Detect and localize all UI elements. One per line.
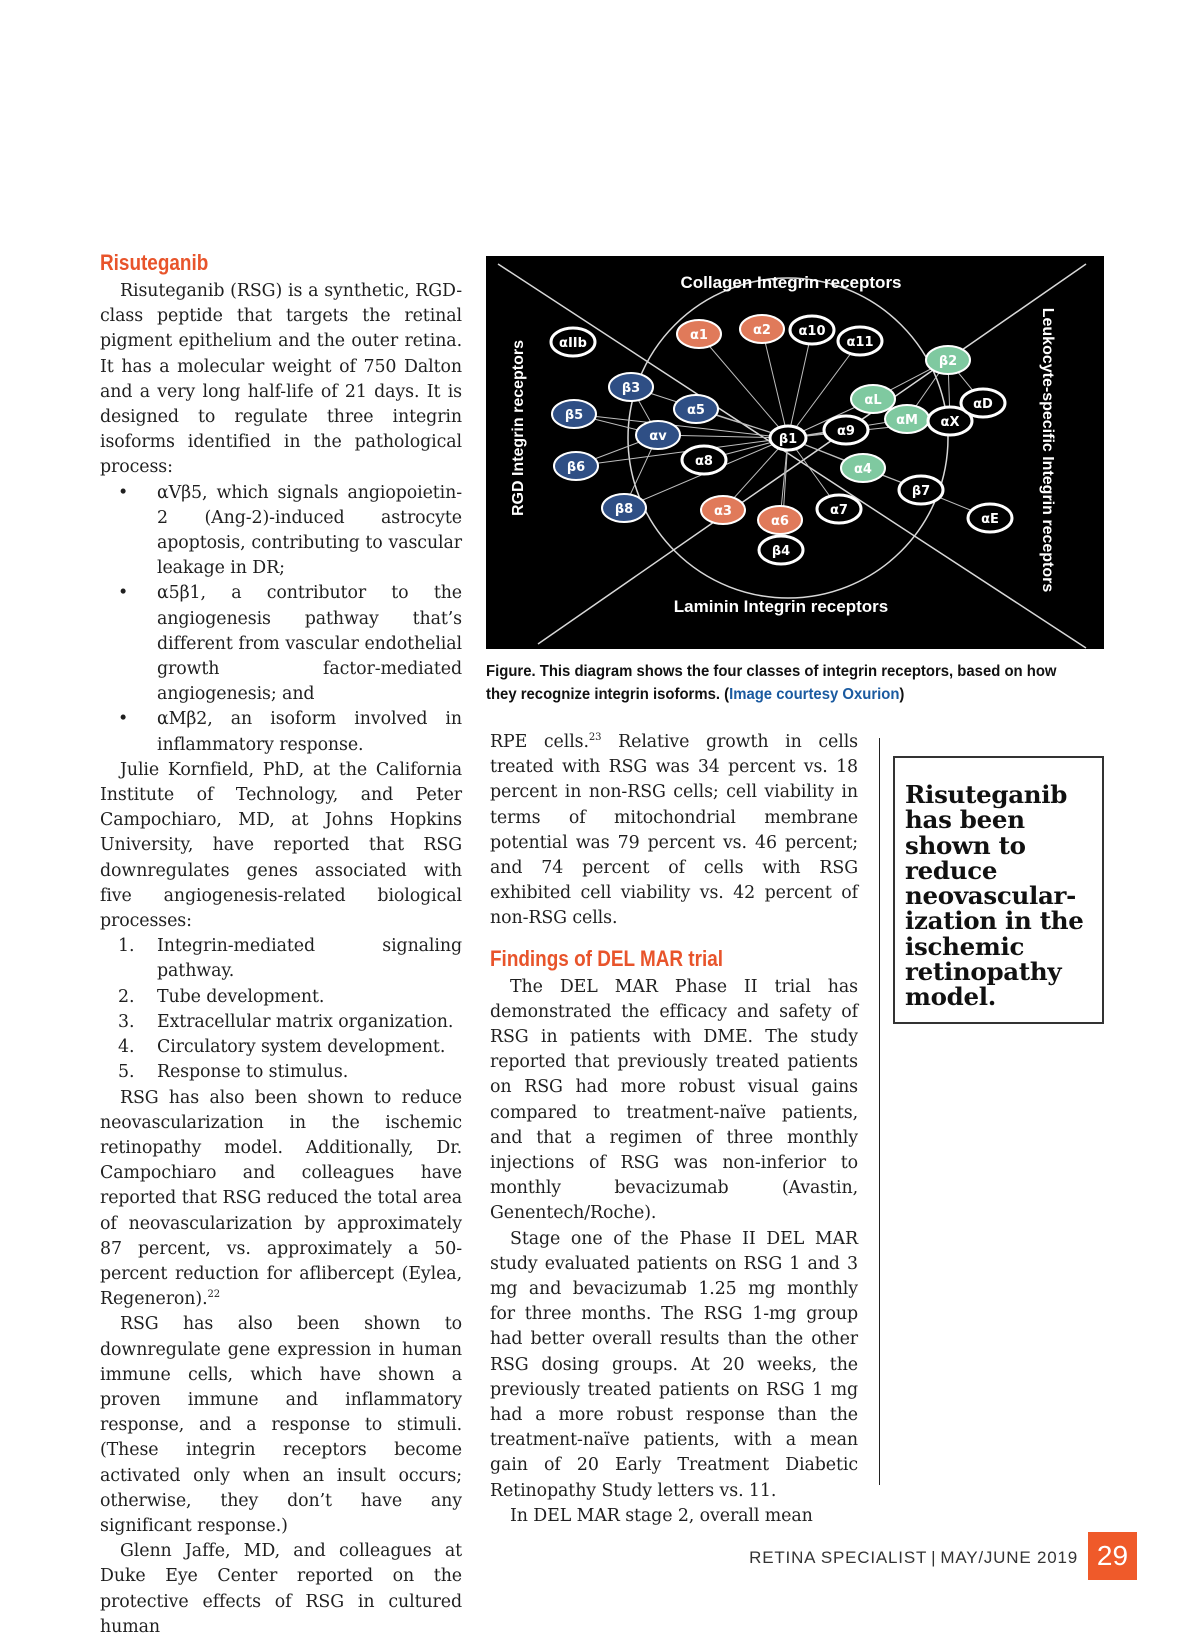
integrin-node bbox=[770, 426, 806, 450]
paragraph: In DEL MAR stage 2, overall mean bbox=[510, 1505, 813, 1526]
integrin-node bbox=[758, 506, 802, 534]
bullet-item: • αMβ2, an isoform involved in inflammatory response. bbox=[118, 709, 462, 755]
diagram-title-left: RGD Integrin receptors bbox=[510, 339, 527, 517]
paragraph: RSG has also been shown to reduce neovascularization in the ischemic retinopathy model. Additionally, Dr. Campochiaro and colleagues have reported that RSG reduced the total area of neovascularization by approximately 87 percent, vs. approximately a 50-percent reduction for aflibercept (Eylea, Regeneron).$^{22}$ bbox=[100, 1087, 462, 1310]
integrin-diagram bbox=[486, 256, 1104, 649]
integrin-node bbox=[740, 315, 784, 343]
integrin-node bbox=[899, 476, 943, 504]
integrin-node bbox=[961, 389, 1005, 417]
integrin-node-label: β2 bbox=[938, 354, 958, 369]
integrin-node-label: α2 bbox=[753, 323, 771, 338]
integrin-node-label: α4 bbox=[854, 462, 872, 477]
integrin-node-label: α1 bbox=[690, 328, 708, 343]
paragraph: Stage one of the Phase II DEL MAR study evaluated patients on RSG 1 and 3 mg and bevacizumab 1.25 mg monthly for three months. The RSG 1-mg group had better overall results than the other RSG dosing groups. At 20 weeks, the previously treated patients on RSG 1 mg had a more robust response than the treatment-naïve patients, with a mean gain of 20 Early Treatment Diabetic Retinopathy Study letters vs. 11. bbox=[490, 1228, 858, 1501]
column-divider bbox=[879, 738, 880, 1485]
numbered-item: 4. Circulatory system development. bbox=[118, 1037, 446, 1058]
integrin-node bbox=[759, 536, 803, 564]
numbered-item: 2. Tube development. bbox=[118, 986, 325, 1007]
integrin-node bbox=[838, 327, 882, 355]
integrin-node-label: αD bbox=[973, 397, 993, 412]
integrin-node-label: β8 bbox=[614, 502, 634, 517]
paragraph: Risuteganib (RSG) is a synthetic, RGD-class peptide that targets the retinal pigment epithelium and the outer retina. It has a molecular weight of 750 Dalton and a very long half-life of 21 days. It is designed to regulate three integrin isoforms identified in the pathological process: bbox=[100, 281, 462, 478]
paragraph: RPE cells.$^{23}$ Relative growth in cells treated with RSG was 34 percent vs. 18 percent in non-RSG cells; cell viability in terms of mitochondrial membrane potential was 79 percent vs. 46 percent; and 74 percent of cells with RSG exhibited cell viability vs. 42 percent of non-RSG cells. bbox=[490, 732, 858, 929]
integrin-node-label: α10 bbox=[798, 324, 826, 339]
integrin-node bbox=[885, 405, 929, 433]
image-credit: Image courtesy Oxurion bbox=[729, 686, 900, 703]
integrin-node-label: αL bbox=[864, 393, 882, 408]
integrin-node bbox=[682, 446, 726, 474]
integrin-node-label: β1 bbox=[778, 432, 798, 447]
bullet-item: • α5β1, a contributor to the angiogenesis pathway that’s different from vascular endothelial growth factor-mediated angiogenesis; and bbox=[118, 583, 462, 705]
section-heading-risuteganib: Risuteganib bbox=[100, 250, 209, 275]
integrin-node-label: α11 bbox=[846, 335, 874, 350]
integrin-node-label: α5 bbox=[687, 403, 705, 418]
numbered-item: 1. Integrin-mediated signaling pathway. bbox=[118, 936, 462, 982]
integrin-node-label: α8 bbox=[695, 454, 713, 469]
integrin-diagram-figure bbox=[486, 256, 1104, 649]
reference-superscript: 23 bbox=[588, 732, 602, 744]
diagram-title-top: Collagen Integrin receptors bbox=[680, 273, 902, 292]
integrin-node bbox=[824, 416, 868, 444]
integrin-node-label: β5 bbox=[564, 408, 584, 423]
integrin-node bbox=[851, 385, 895, 413]
issue-date: MAY/JUNE 2019 bbox=[940, 1548, 1078, 1567]
paragraph: The DEL MAR Phase II trial has demonstrated the efficacy and safety of RSG in patients with DME. The study reported that previously treated patients on RSG had more robust visual gains compared to treatment-naïve patients, and that a regimen of three monthly injections of RSG was non-inferior to monthly bevacizumab (Avastin, Genentech/Roche). bbox=[490, 976, 858, 1224]
bullet-list bbox=[100, 481, 462, 758]
integrin-node bbox=[677, 320, 721, 348]
page-number: 29 bbox=[1088, 1532, 1137, 1580]
integrin-node-label: α6 bbox=[771, 514, 789, 529]
integrin-node-label: β6 bbox=[566, 460, 586, 475]
column-left bbox=[100, 250, 462, 1640]
section-heading-del-mar: Findings of DEL MAR trial bbox=[490, 945, 723, 971]
integrin-node-label: αM bbox=[896, 413, 918, 428]
reference-superscript: 22 bbox=[207, 1289, 221, 1301]
publication-name: RETINA SPECIALIST bbox=[749, 1548, 928, 1567]
numbered-item: 5. Response to stimulus. bbox=[118, 1062, 349, 1083]
integrin-node-label: α9 bbox=[837, 424, 855, 439]
numbered-list bbox=[100, 934, 462, 1085]
diagram-title-bottom: Laminin Integrin receptors bbox=[673, 597, 889, 616]
integrin-node bbox=[609, 373, 653, 401]
paragraph: RSG has also been shown to downregulate gene expression in human immune cells, which have shown a proven immune and inflammatory response, and a response to stimuli. (These integrin receptors become activated only when an insult occurs; otherwise, they don’t have any significant response.) bbox=[100, 1314, 462, 1536]
page-footer: RETINA SPECIALIST | MAY/JUNE 2019 bbox=[749, 1548, 1078, 1567]
numbered-item: 3. Extracellular matrix organization. bbox=[118, 1011, 454, 1032]
integrin-node-label: β3 bbox=[621, 381, 641, 396]
integrin-node-label: αX bbox=[940, 415, 960, 430]
pull-quote-text: Risuteganib has been shown to reduce neovascular-ization in the ischemic retinopathy model. bbox=[905, 780, 1084, 1012]
integrin-node bbox=[701, 496, 745, 524]
integrin-node bbox=[636, 421, 680, 449]
pull-quote-box bbox=[893, 756, 1104, 1024]
integrin-node bbox=[790, 316, 834, 344]
integrin-node bbox=[817, 495, 861, 523]
integrin-node bbox=[841, 454, 885, 482]
figure-caption: Figure. This diagram shows the four classes of integrin receptors, based on how they recognize integrin isoforms. (Image courtesy Oxurion) bbox=[486, 663, 1057, 703]
integrin-node-label: β7 bbox=[911, 484, 931, 499]
integrin-node bbox=[926, 346, 970, 374]
integrin-node-label: αIIb bbox=[559, 336, 587, 351]
integrin-node bbox=[554, 452, 598, 480]
integrin-node bbox=[602, 494, 646, 522]
integrin-node-label: αE bbox=[981, 512, 999, 527]
paragraph: Julie Kornfield, PhD, at the California Institute of Technology, and Peter Campochiaro, MD, at Johns Hopkins University, have reported that RSG downregulates genes associated with five angiogenesis-related biological processes: bbox=[100, 759, 462, 932]
integrin-node-label: αv bbox=[649, 429, 667, 444]
integrin-node bbox=[551, 328, 595, 356]
integrin-node bbox=[674, 395, 718, 423]
integrin-node-label: α7 bbox=[830, 503, 848, 518]
bullet-item: • αVβ5, which signals angiopoietin-2 (Ang-2)-induced astrocyte apoptosis, contributing to vascular leakage in DR; bbox=[118, 482, 462, 579]
diagram-title-right: Leukocyte-specific Integrin receptors bbox=[1039, 307, 1056, 593]
paragraph: Glenn Jaffe, MD, and colleagues at Duke Eye Center reported on the protective effects of RSG in cultured human bbox=[100, 1541, 462, 1637]
integrin-node-label: β4 bbox=[771, 544, 791, 559]
integrin-node-label: α3 bbox=[714, 504, 732, 519]
integrin-node bbox=[552, 400, 596, 428]
integrin-node bbox=[968, 504, 1012, 532]
column-middle bbox=[490, 730, 858, 1529]
